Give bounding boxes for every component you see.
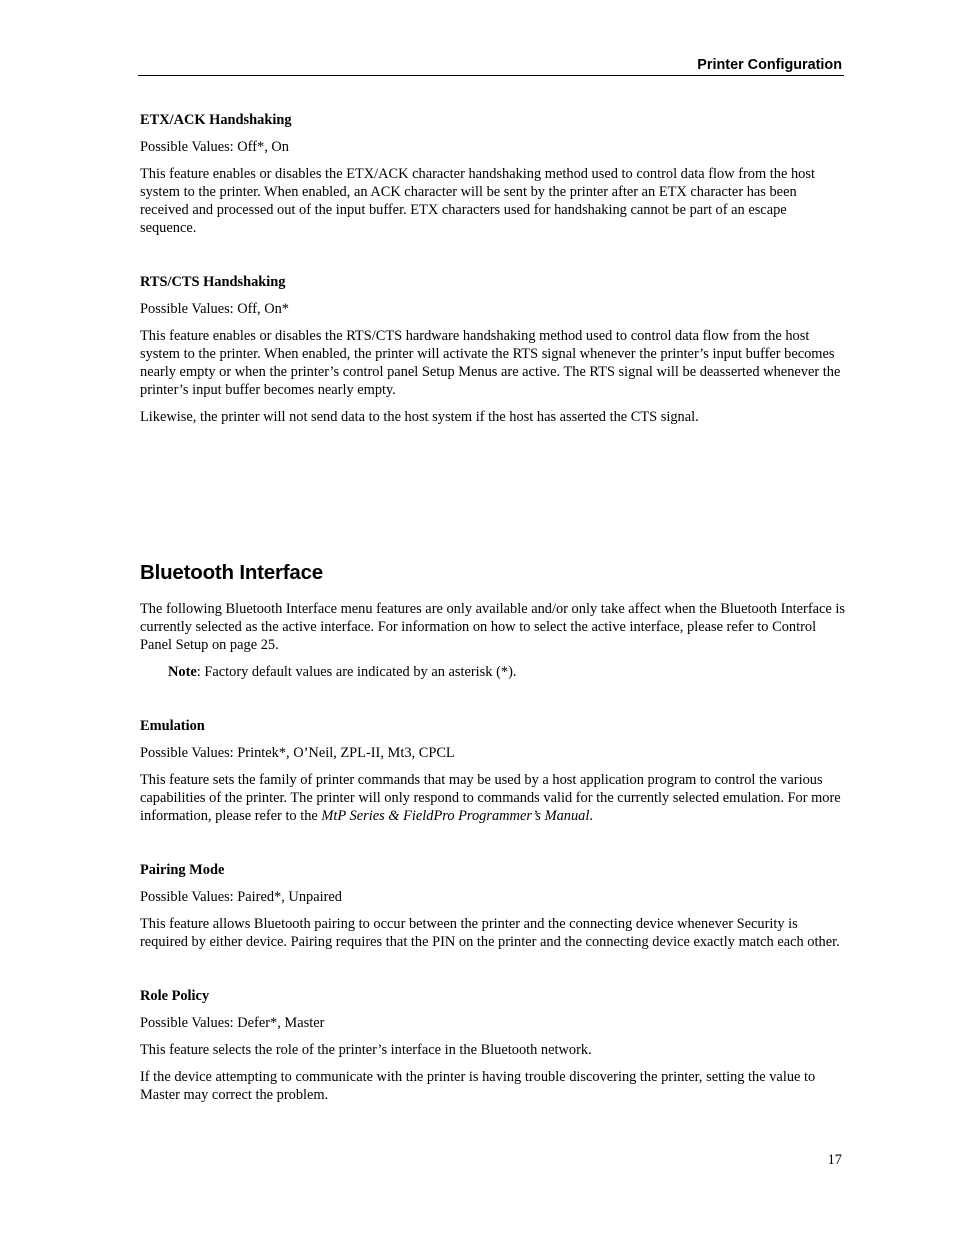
- role-values: Possible Values: Defer*, Master: [140, 1015, 325, 1031]
- section-rts-cts: [140, 273, 846, 426]
- pairing-heading: Pairing Mode: [140, 862, 225, 878]
- emulation-body-end: .: [589, 808, 593, 824]
- note-label: Note: [168, 664, 197, 680]
- emulation-heading: Emulation: [140, 718, 205, 734]
- page-number: 17: [827, 1152, 842, 1168]
- role-body-2: If the device attempting to communicate with the printer is having trouble discovering the printer, setting the value to Master may correct the problem.: [140, 1069, 816, 1103]
- role-heading: Role Policy: [140, 988, 210, 1004]
- section-role-policy: [140, 987, 846, 1104]
- rts-cts-body-2: Likewise, the printer will not send data to the host system if the host has asserted the CTS signal.: [140, 409, 699, 425]
- running-header-title: Printer Configuration: [697, 57, 842, 73]
- etx-ack-heading: ETX/ACK Handshaking: [140, 112, 292, 128]
- bluetooth-intro: The following Bluetooth Interface menu features are only available and/or only take affect when the Bluetooth Interface is currently selected as the active interface. For information on how to select the active interface, please refer to Control Panel Setup on page 25.: [140, 601, 846, 653]
- bluetooth-section-title: Bluetooth Interface: [140, 561, 323, 584]
- etx-ack-values: Possible Values: Off*, On: [140, 139, 289, 155]
- spacer: [140, 246, 846, 273]
- rts-cts-heading: RTS/CTS Handshaking: [140, 274, 286, 290]
- section-etx-ack: [140, 111, 846, 237]
- spacer: [140, 690, 846, 717]
- spacer: [140, 960, 846, 987]
- section-pairing-mode: [140, 861, 846, 951]
- emulation-body: [140, 771, 846, 825]
- rts-cts-body: This feature enables or disables the RTS/CTS hardware handshaking method used to control data flow from the host system to the printer. When enabled, the printer will activate the RTS signal whenever the printer’s input buffer becomes nearly empty or when the printer’s control panel Setup Menus are active. The RTS signal will be deasserted whenever the printer’s input buffer becomes nearly empty.: [140, 328, 841, 398]
- emulation-values: Possible Values: Printek*, O’Neil, ZPL-II, Mt3, CPCL: [140, 745, 455, 761]
- rts-cts-values: Possible Values: Off, On*: [140, 301, 289, 317]
- pairing-values: Possible Values: Paired*, Unpaired: [140, 889, 342, 905]
- spacer: [140, 834, 846, 861]
- etx-ack-body: This feature enables or disables the ETX/ACK character handshaking method used to control data flow from the host system to the printer. When enabled, an ACK character will be sent by the printer after an ETX character has been received and processed out of the input buffer. ETX characters used for handshaking cannot be part of an escape sequence.: [140, 166, 815, 236]
- page-content: [140, 111, 846, 1113]
- spacer: [140, 435, 846, 561]
- role-body: This feature selects the role of the printer’s interface in the Bluetooth network.: [140, 1042, 592, 1058]
- header-rule: [138, 75, 844, 76]
- emulation-body-text: This feature sets the family of printer commands that may be used by a host application program to control the various capabilities of the printer. The printer will only respond to commands valid for the currently selected emulation. For more information, please refer to the: [140, 772, 841, 824]
- section-bluetooth: [140, 561, 846, 681]
- bluetooth-note: [168, 663, 846, 681]
- pairing-body: This feature allows Bluetooth pairing to occur between the printer and the connecting device whenever Security is required by either device. Pairing requires that the PIN on the printer and the connecting device exactly match each other.: [140, 916, 840, 950]
- programmers-manual-title: MtP Series & FieldPro Programmer’s Manual: [321, 808, 590, 824]
- note-text: : Factory default values are indicated by an asterisk (*).: [196, 664, 517, 680]
- section-emulation: [140, 717, 846, 825]
